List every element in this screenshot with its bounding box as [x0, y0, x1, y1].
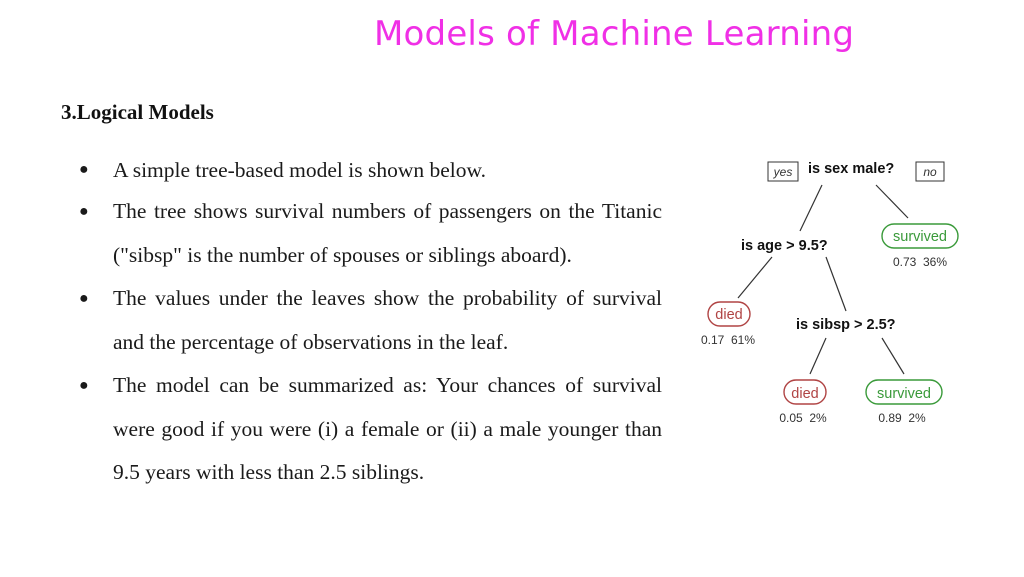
leaf-died-2-label: died: [791, 386, 819, 402]
bullet-list: [70, 150, 662, 495]
bullet-text: The model can be summarized as: Your chances of survival were good if you were (i) a female or (ii) a male younger than 9.5 years with less than 2.5 siblings.: [113, 373, 662, 484]
edge-root-survived: [876, 185, 908, 218]
bullet-item: [70, 364, 662, 495]
edge-sibsp-survived: [882, 338, 904, 374]
bullet-text: The values under the leaves show the probability of survival and the percentage of observations in the leaf.: [113, 286, 662, 354]
leaf-survived-label: survived: [893, 229, 947, 245]
sibsp-question: is sibsp > 2.5?: [796, 317, 896, 333]
section-heading: 3.Logical Models: [61, 100, 214, 124]
bullet-dot-icon: ●: [79, 377, 89, 394]
bullet-item: [70, 190, 662, 277]
leaf-died-stats: 0.17 61%: [700, 333, 756, 347]
leaf-survived-2-label: survived: [877, 386, 931, 402]
edge-age-sibsp: [826, 257, 846, 311]
bullet-text: A simple tree-based model is shown below.: [113, 158, 486, 182]
slide-title: Models of Machine Learning: [374, 14, 855, 54]
bullet-dot-icon: ●: [79, 161, 89, 178]
leaf-died-label: died: [715, 307, 743, 323]
root-question: is sex male?: [808, 161, 895, 177]
bullet-item: [70, 277, 662, 364]
age-question: is age > 9.5?: [741, 238, 828, 254]
bullet-dot-icon: ●: [79, 203, 89, 220]
yes-tag: yes: [773, 165, 793, 179]
bullet-item: [70, 150, 662, 190]
bullet-dot-icon: ●: [79, 290, 89, 307]
leaf-survived-stats: 0.73 36%: [892, 255, 948, 269]
decision-tree-diagram: [660, 118, 1020, 440]
leaf-died-2-stats: 0.05 2%: [779, 411, 827, 425]
bullet-text: The tree shows survival numbers of passengers on the Titanic ("sibsp" is the number of spouses or siblings aboard).: [113, 199, 662, 267]
edge-age-died: [738, 257, 772, 298]
no-tag: no: [923, 165, 937, 179]
edge-sibsp-died: [810, 338, 826, 374]
edge-root-age: [800, 185, 822, 231]
leaf-survived-2-stats: 0.89 2%: [878, 411, 926, 425]
